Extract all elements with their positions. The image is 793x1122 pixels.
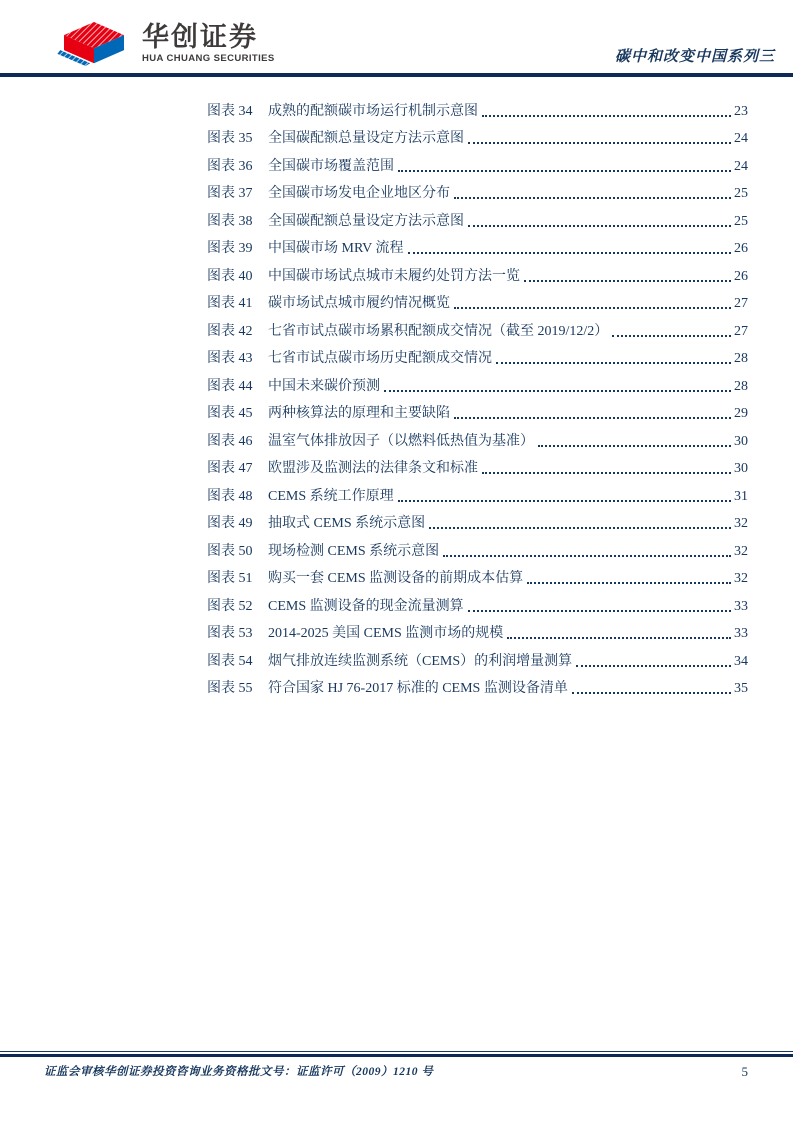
toc-entry-title: 两种核算法的原理和主要缺陷 <box>268 406 450 421</box>
toc-entry-title: 中国碳市场 MRV 流程 <box>268 241 404 256</box>
toc-dot-leader <box>468 142 731 144</box>
toc-dot-leader <box>398 170 731 172</box>
toc-entry-label: 图表 50 <box>207 543 253 559</box>
toc-dot-leader <box>398 500 731 502</box>
toc-entry-page: 30 <box>734 433 748 449</box>
toc-entry[interactable] <box>207 591 748 619</box>
toc-entry-page: 24 <box>734 131 748 146</box>
report-series-title: 碳中和改变中国系列三 <box>614 49 775 65</box>
toc-entry-page: 23 <box>734 103 748 119</box>
toc-entry-title: 七省市试点碳市场历史配额成交情况 <box>268 351 492 366</box>
toc-entry[interactable] <box>207 399 748 427</box>
toc-entry-title: 符合国家 HJ 76-2017 标准的 CEMS 监测设备清单 <box>268 681 568 696</box>
toc-entry-label: 图表 41 <box>207 296 253 311</box>
toc-entry-title: CEMS 监测设备的现金流量测算 <box>268 598 464 614</box>
toc-entry[interactable] <box>207 344 748 372</box>
toc-entry-label: 图表 45 <box>207 406 253 421</box>
toc-entry-page: 26 <box>734 268 748 284</box>
brand-wordmark <box>142 21 275 64</box>
toc-dot-leader <box>408 252 731 254</box>
toc-entry-page: 24 <box>734 158 748 174</box>
toc-entry-title: 抽取式 CEMS 系统示意图 <box>268 516 426 531</box>
toc-entry[interactable] <box>207 619 748 647</box>
toc-entry-title: 购买一套 CEMS 监测设备的前期成本估算 <box>268 571 524 586</box>
toc-entry[interactable] <box>207 426 748 454</box>
toc-entry-label: 图表 38 <box>207 213 253 229</box>
toc-entry-title: 成熟的配额碳市场运行机制示意图 <box>268 103 478 119</box>
brand-name-cn: 华创证券 <box>142 22 258 52</box>
toc-entry[interactable] <box>207 206 748 234</box>
toc-dot-leader <box>482 115 731 117</box>
toc-entry-title: 全国碳市场覆盖范围 <box>268 158 394 174</box>
toc-entry[interactable] <box>207 289 748 317</box>
toc-dot-leader <box>384 390 731 392</box>
toc-entry-label: 图表 47 <box>207 461 253 476</box>
toc-entry-label: 图表 43 <box>207 351 253 366</box>
toc-entry-label: 图表 34 <box>207 103 253 119</box>
toc-entry-page: 32 <box>734 543 748 559</box>
toc-entry-title: CEMS 系统工作原理 <box>268 488 394 504</box>
huachuang-logo-icon <box>55 21 133 66</box>
toc-entry-page: 29 <box>734 406 748 421</box>
toc-entry-page: 34 <box>734 653 748 669</box>
toc-entry[interactable] <box>207 124 748 152</box>
toc-entry-page: 25 <box>734 213 748 229</box>
toc-entry[interactable] <box>207 179 748 207</box>
toc-entry-label: 图表 40 <box>207 268 253 284</box>
header-divider <box>0 73 793 77</box>
toc-dot-leader <box>496 362 731 364</box>
toc-entry-title: 温室气体排放因子（以燃料低热值为基准） <box>268 433 534 449</box>
toc-entry[interactable] <box>207 481 748 509</box>
toc-entry-page: 27 <box>734 296 748 311</box>
toc-entry-label: 图表 42 <box>207 323 253 339</box>
toc-dot-leader <box>572 692 731 694</box>
toc-entry[interactable] <box>207 509 748 537</box>
toc-entry-title: 2014-2025 美国 CEMS 监测市场的规模 <box>268 626 504 641</box>
toc-dot-leader <box>538 445 731 447</box>
toc-entry-label: 图表 53 <box>207 626 253 641</box>
toc-dot-leader <box>454 197 731 199</box>
toc-entry-page: 33 <box>734 598 748 614</box>
toc-dot-leader <box>468 610 731 612</box>
toc-entry-label: 图表 54 <box>207 653 253 669</box>
page-footer <box>0 1051 793 1079</box>
toc-entry[interactable] <box>207 564 748 592</box>
toc-dot-leader <box>507 637 731 639</box>
toc-entry[interactable] <box>207 646 748 674</box>
license-text: 证监会审核华创证券投资咨询业务资格批文号：证监许可（2009）1210 号 <box>44 1065 434 1078</box>
page-number: 5 <box>741 1063 748 1079</box>
toc-dot-leader <box>454 417 731 419</box>
toc-entry[interactable] <box>207 316 748 344</box>
toc-entry-page: 28 <box>734 378 748 394</box>
toc-dot-leader <box>482 472 731 474</box>
footer-content <box>0 1057 793 1079</box>
toc-entry-page: 28 <box>734 351 748 366</box>
toc-entry[interactable] <box>207 674 748 702</box>
toc-entry[interactable] <box>207 454 748 482</box>
toc-entry-label: 图表 36 <box>207 158 253 174</box>
toc-dot-leader <box>454 307 731 309</box>
toc-dot-leader <box>524 280 731 282</box>
toc-entry-page: 32 <box>734 516 748 531</box>
toc-entry-page: 31 <box>734 488 748 504</box>
toc-entry-title: 七省市试点碳市场累积配额成交情况（截至 2019/12/2） <box>268 323 609 339</box>
toc-entry-label: 图表 46 <box>207 433 253 449</box>
toc-entry[interactable] <box>207 96 748 124</box>
toc-entry-label: 图表 48 <box>207 488 253 504</box>
toc-dot-leader <box>429 527 731 529</box>
toc-entry-label: 图表 39 <box>207 241 253 256</box>
toc-entry-label: 图表 44 <box>207 378 253 394</box>
toc-entry-label: 图表 52 <box>207 598 253 614</box>
toc-dot-leader <box>612 335 731 337</box>
toc-entry-page: 35 <box>734 681 748 696</box>
toc-entry-title: 现场检测 CEMS 系统示意图 <box>268 543 440 559</box>
toc-dot-leader <box>468 225 731 227</box>
toc-dot-leader <box>443 555 731 557</box>
toc-entry-page: 26 <box>734 241 748 256</box>
toc-entry-title: 中国未来碳价预测 <box>268 378 380 394</box>
toc-entry[interactable] <box>207 371 748 399</box>
toc-entry-title: 全国碳市场发电企业地区分布 <box>268 186 450 201</box>
toc-dot-leader <box>576 665 731 667</box>
toc-entry-label: 图表 37 <box>207 186 253 201</box>
toc-entry[interactable] <box>207 536 748 564</box>
toc-entry-title: 中国碳市场试点城市未履约处罚方法一览 <box>268 268 520 284</box>
toc-entry-title: 全国碳配额总量设定方法示意图 <box>268 213 464 229</box>
toc-entry-page: 30 <box>734 461 748 476</box>
brand-name-en: HUA CHUANG SECURITIES <box>142 53 275 64</box>
toc-entry[interactable] <box>207 234 748 262</box>
toc-entry-page: 33 <box>734 626 748 641</box>
toc-entry-page: 27 <box>734 323 748 339</box>
toc-entry-label: 图表 49 <box>207 516 253 531</box>
toc-dot-leader <box>527 582 731 584</box>
toc-entry-label: 图表 51 <box>207 571 253 586</box>
toc-entry[interactable] <box>207 151 748 179</box>
toc-entry[interactable] <box>207 261 748 289</box>
toc-entry-page: 32 <box>734 571 748 586</box>
toc-entry-label: 图表 35 <box>207 131 253 146</box>
toc-entry-title: 烟气排放连续监测系统（CEMS）的利润增量测算 <box>268 653 573 669</box>
brand-logo <box>55 21 275 66</box>
toc-entry-title: 全国碳配额总量设定方法示意图 <box>268 131 464 146</box>
toc-entry-label: 图表 55 <box>207 681 253 696</box>
toc-entry-title: 欧盟涉及监测法的法律条文和标准 <box>268 461 478 476</box>
toc-entry-page: 25 <box>734 186 748 201</box>
toc-list <box>207 96 748 701</box>
toc-entry-title: 碳市场试点城市履约情况概览 <box>268 296 450 311</box>
